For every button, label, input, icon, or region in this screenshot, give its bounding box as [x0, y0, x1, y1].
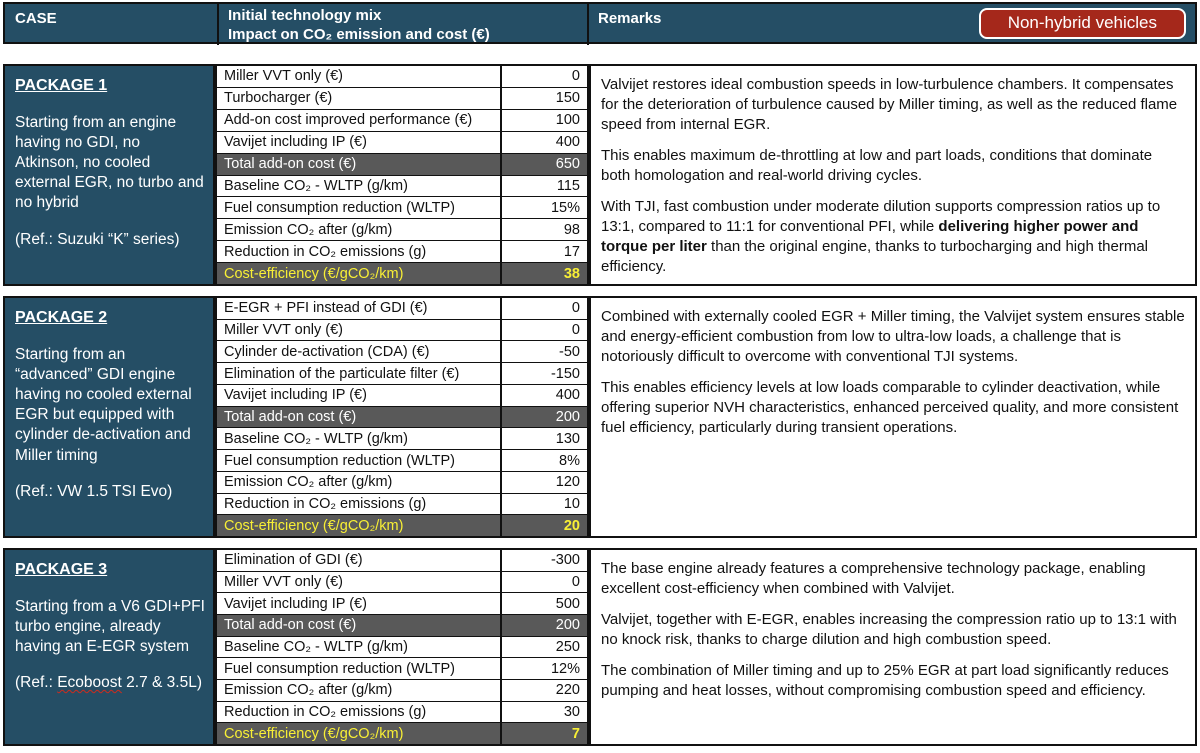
header-remarks-label: Remarks — [598, 10, 662, 27]
row-label: Fuel consumption reduction (WLTP) — [217, 450, 502, 471]
row-label: Elimination of GDI (€) — [217, 550, 502, 571]
row-label: Cost-efficiency (€/gCO₂/km) — [217, 263, 502, 284]
row-label: Emission CO₂ after (g/km) — [217, 680, 502, 701]
tech-row — [217, 407, 587, 429]
row-value: 150 — [555, 90, 580, 107]
header-case: CASE — [15, 10, 57, 27]
package-3-reference — [15, 673, 207, 693]
row-value: 20 — [563, 517, 580, 534]
text-run: Valvijet restores ideal combustion speeds in low-turbulence chambers. It compensates for the deterioration of turbulence caused by Miller timing, as well as the reduced flame speed from internal EGR. — [601, 76, 1178, 133]
row-value: 0 — [571, 68, 580, 85]
tech-row — [217, 66, 587, 88]
remark-paragraph — [601, 146, 1185, 186]
header-tech-line1: Initial technology mix — [228, 7, 382, 24]
row-label: Add-on cost improved performance (€) — [217, 110, 502, 131]
text-run: Combined with externally cooled EGR + Miller timing, the Valvijet system ensures stable and energy-efficient combustion from low to ultra-low loads, a challenge that is notoriously difficult to overcome with conventional TJI systems. — [601, 308, 1185, 365]
tech-row — [217, 450, 587, 472]
tech-row — [217, 154, 587, 176]
tech-row — [217, 320, 587, 342]
tech-row — [217, 385, 587, 407]
tech-row — [217, 341, 587, 363]
row-label: Cost-efficiency (€/gCO₂/km) — [217, 723, 502, 744]
text-run: (Ref.: Suzuki “K” series) — [15, 230, 180, 248]
package-2-tech-table — [215, 296, 589, 538]
text-run: Valvijet, together with E-EGR, enables increasing the compression ratio up to 13:1 with no knock risk, thanks to charge dilution and high combustion speed. — [601, 610, 1177, 648]
package-3-section — [3, 548, 1197, 746]
row-value: 100 — [555, 112, 580, 129]
tech-row — [217, 176, 587, 198]
remark-paragraph — [601, 75, 1185, 135]
row-label: Miller VVT only (€) — [217, 66, 502, 87]
row-label: Miller VVT only (€) — [217, 572, 502, 593]
row-value: 120 — [555, 474, 580, 491]
row-value: -150 — [550, 365, 580, 382]
row-label: Reduction in CO₂ emissions (g) — [217, 494, 502, 515]
package-1-title: PACKAGE 1 — [15, 77, 108, 94]
package-2-reference — [15, 482, 207, 502]
row-label: Turbocharger (€) — [217, 88, 502, 109]
tech-row — [217, 219, 587, 241]
text-run: (Ref.: VW 1.5 TSI Evo) — [15, 482, 173, 500]
row-value: 400 — [555, 387, 580, 404]
tech-row — [217, 637, 587, 659]
text-run: (Ref.: — [15, 674, 58, 692]
row-label: Baseline CO₂ - WLTP (g/km) — [217, 637, 502, 658]
row-label: Emission CO₂ after (g/km) — [217, 219, 502, 240]
row-value: 130 — [555, 430, 580, 447]
row-value: 115 — [556, 177, 580, 194]
tech-row — [217, 723, 587, 744]
row-label: Cylinder de-activation (CDA) (€) — [217, 341, 502, 362]
table-header — [3, 2, 1197, 44]
remark-paragraph — [601, 307, 1185, 367]
row-label: Vavijet including IP (€) — [217, 593, 502, 614]
package-2-remarks — [589, 296, 1197, 538]
row-value: 200 — [555, 409, 580, 426]
package-1-case-panel — [3, 64, 215, 286]
row-label: Total add-on cost (€) — [217, 407, 502, 428]
row-value: -50 — [559, 343, 580, 360]
row-label: Emission CO₂ after (g/km) — [217, 472, 502, 493]
package-3-case-panel — [3, 548, 215, 746]
row-label: Reduction in CO₂ emissions (g) — [217, 702, 502, 723]
text-run: Ecoboost — [57, 674, 122, 692]
tech-row — [217, 680, 587, 702]
row-label: Baseline CO₂ - WLTP (g/km) — [217, 176, 502, 197]
tech-row — [217, 702, 587, 724]
tech-row — [217, 428, 587, 450]
package-2-description: Starting from an “advanced” GDI engine having no cooled external EGR but equipped with cylinder de-activation and Miller timing — [15, 345, 192, 464]
text-run: delivering higher power and torque per liter — [601, 217, 1139, 255]
row-value: 15% — [550, 199, 580, 216]
tech-row — [217, 550, 587, 572]
row-value: 250 — [555, 639, 580, 656]
slide-canvas — [3, 2, 1197, 746]
package-2-section — [3, 296, 1197, 538]
tech-row — [217, 615, 587, 637]
package-1-reference — [15, 230, 207, 250]
package-3-remarks — [589, 548, 1197, 746]
row-label: E-EGR + PFI instead of GDI (€) — [217, 298, 502, 319]
row-value: 0 — [571, 322, 580, 339]
row-value: 220 — [555, 682, 580, 699]
row-value: 0 — [571, 574, 580, 590]
tech-row — [217, 515, 587, 536]
text-run: The base engine already features a comprehensive technology package, enabling excellent cost-efficiency when combined with Valvijet. — [601, 560, 1146, 597]
row-label: Vavijet including IP (€) — [217, 385, 502, 406]
tech-row — [217, 572, 587, 594]
row-value: 38 — [563, 265, 580, 282]
row-label: Reduction in CO₂ emissions (g) — [217, 241, 502, 262]
text-run: This enables efficiency levels at low loads comparable to cylinder deactivation, while offering superior NVH characteristics, enhanced perceived quality, and more consistent fuel efficiency, particularly during transient operations. — [601, 378, 1179, 436]
row-label: Fuel consumption reduction (WLTP) — [217, 197, 502, 218]
package-2-case-panel — [3, 296, 215, 538]
row-value: 500 — [555, 595, 580, 612]
remark-paragraph — [601, 197, 1185, 277]
row-value: 650 — [555, 156, 580, 173]
package-1-description: Starting from an engine having no GDI, no Atkinson, no cooled external EGR, no turbo and no hybrid — [15, 113, 204, 212]
text-run: 2.7 & 3.5L) — [121, 674, 202, 692]
row-value: 12% — [550, 660, 580, 677]
tech-row — [217, 263, 587, 284]
row-label: Baseline CO₂ - WLTP (g/km) — [217, 428, 502, 449]
header-tech-mix — [217, 4, 589, 45]
package-3-title: PACKAGE 3 — [15, 561, 108, 578]
row-value: 7 — [571, 725, 580, 742]
row-label: Vavijet including IP (€) — [217, 132, 502, 153]
header-remarks — [589, 4, 1195, 45]
package-1-remarks — [589, 64, 1197, 286]
tech-row — [217, 472, 587, 494]
row-value: 400 — [555, 134, 580, 151]
row-value: 10 — [563, 495, 580, 512]
row-value: 30 — [563, 704, 580, 721]
row-label: Total add-on cost (€) — [217, 154, 502, 175]
text-run: than the original engine, thanks to turbocharging and high thermal efficiency. — [601, 237, 1148, 275]
row-label: Elimination of the particulate filter (€) — [217, 363, 502, 384]
remark-paragraph — [601, 378, 1185, 438]
tech-row — [217, 241, 587, 263]
tech-row — [217, 88, 587, 110]
tech-row — [217, 110, 587, 132]
remark-paragraph — [601, 661, 1185, 701]
tech-row — [217, 363, 587, 385]
non-hybrid-badge: Non-hybrid vehicles — [979, 8, 1186, 39]
tech-row — [217, 494, 587, 516]
remark-paragraph — [601, 610, 1185, 650]
package-2-title: PACKAGE 2 — [15, 309, 108, 326]
header-tech-line2: Impact on CO₂ emission and cost (€) — [228, 25, 490, 43]
package-3-description: Starting from a V6 GDI+PFI turbo engine, already having an E-EGR system — [15, 597, 205, 656]
row-value: -300 — [550, 552, 580, 569]
row-value: 17 — [563, 243, 580, 260]
tech-row — [217, 658, 587, 680]
text-run: The combination of Miller timing and up to 25% EGR at part load significantly reduces pumping and heat losses, without compromising combustion speed and efficiency. — [601, 661, 1169, 699]
text-run: With TJI, fast combustion under moderate dilution supports compression ratios up to 13:1, compared to 11:1 for conventional PFI, while — [601, 197, 1161, 235]
remark-paragraph — [601, 559, 1185, 599]
tech-row — [217, 593, 587, 615]
package-1-section — [3, 64, 1197, 286]
row-value: 98 — [563, 221, 580, 238]
row-label: Miller VVT only (€) — [217, 320, 502, 341]
row-label: Total add-on cost (€) — [217, 615, 502, 636]
row-label: Fuel consumption reduction (WLTP) — [217, 658, 502, 679]
package-3-tech-table — [215, 548, 589, 746]
row-label: Cost-efficiency (€/gCO₂/km) — [217, 515, 502, 536]
tech-row — [217, 132, 587, 154]
text-run: This enables maximum de-throttling at low and part loads, conditions that dominate both homologation and real-world driving cycles. — [601, 146, 1153, 184]
tech-row — [217, 197, 587, 219]
row-value: 8% — [559, 452, 580, 469]
package-1-tech-table — [215, 64, 589, 286]
row-value: 200 — [555, 617, 580, 634]
tech-row — [217, 298, 587, 320]
row-value: 0 — [571, 300, 580, 317]
